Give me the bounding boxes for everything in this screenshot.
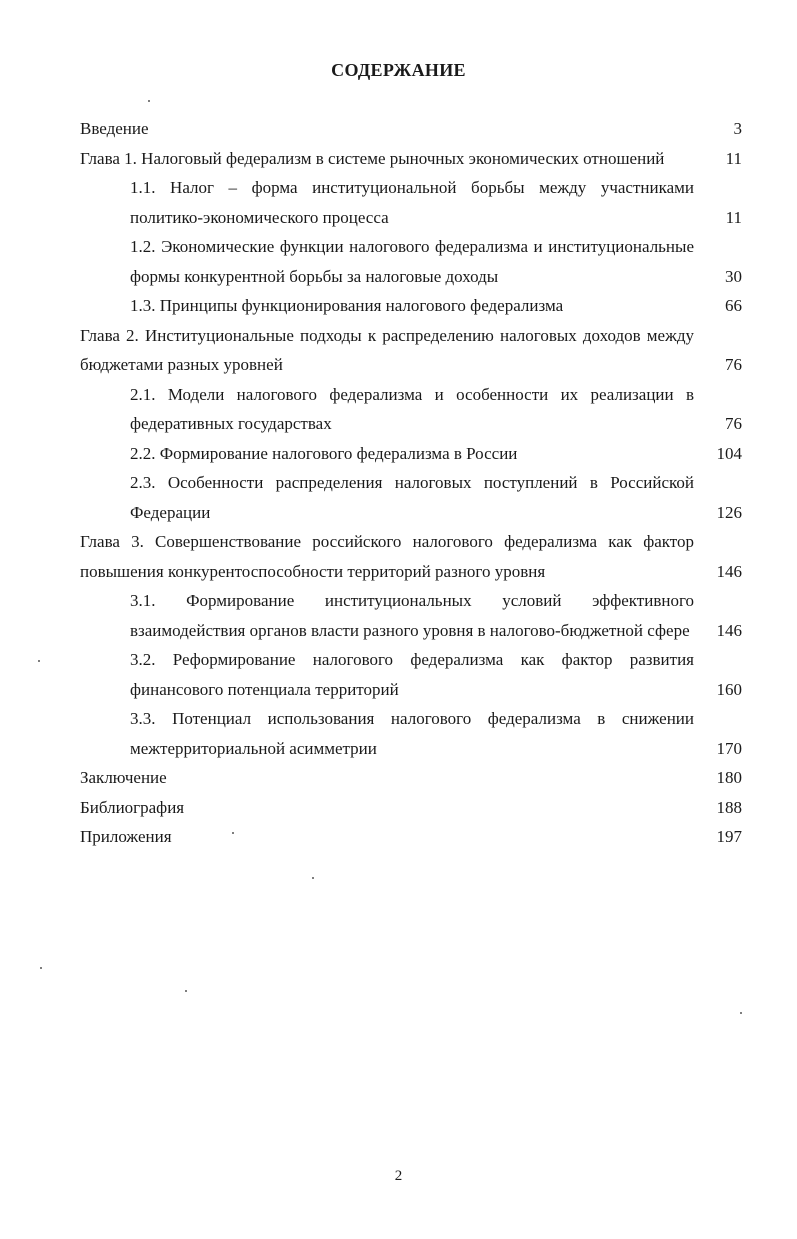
toc-entry-section-3-2 bbox=[80, 645, 742, 704]
toc-entry-page: 146 bbox=[716, 620, 742, 640]
toc-entry-appendices bbox=[80, 822, 742, 852]
toc-entry-text: 2.1. Модели налогового федерализма и особенности их реализации в федеративных государствах bbox=[130, 384, 694, 433]
toc-entry-page: 180 bbox=[716, 768, 742, 787]
scan-speck bbox=[232, 832, 234, 834]
toc-entry-section-1-1 bbox=[80, 173, 742, 232]
toc-entry-text: 3.2. Реформирование налогового федерализма как фактор развития финансового потенциала территорий bbox=[130, 650, 694, 699]
toc-entry-page: 146 bbox=[716, 561, 742, 581]
toc-entry-page: 66 bbox=[725, 296, 742, 315]
toc-entry-text: 1.3. Принципы функционирования налогового федерализма bbox=[130, 296, 564, 315]
scan-speck bbox=[185, 990, 187, 992]
toc-entry-page: 76 bbox=[725, 414, 742, 433]
toc-entry-chapter-2 bbox=[80, 321, 742, 380]
toc-entry-section-2-3 bbox=[80, 468, 742, 527]
toc-entry-introduction bbox=[80, 114, 742, 144]
toc-entry-page: 197 bbox=[716, 827, 742, 846]
toc-entry-text: Заключение bbox=[80, 768, 167, 787]
toc-entry-page: 170 bbox=[716, 738, 742, 758]
toc-entry-chapter-3 bbox=[80, 527, 742, 586]
scan-speck bbox=[40, 967, 42, 969]
toc-entry-section-3-1 bbox=[80, 586, 742, 645]
toc-entry-text: 1.1. Налог – форма институциональной борьбы между участниками политико-экономического процесса bbox=[130, 178, 694, 227]
table-of-contents bbox=[80, 114, 742, 852]
toc-entry-page: 11 bbox=[725, 207, 742, 227]
toc-entry-chapter-1 bbox=[80, 144, 742, 174]
toc-entry-text: 2.2. Формирование налогового федерализма в России bbox=[130, 443, 518, 463]
toc-entry-page: 188 bbox=[716, 797, 742, 817]
page-title: СОДЕРЖАНИЕ bbox=[331, 60, 466, 80]
toc-entry-page: 160 bbox=[716, 679, 742, 699]
scan-speck bbox=[740, 1012, 742, 1014]
toc-entry-text: Глава 2. Институциональные подходы к распределению налоговых доходов между бюджетами разных уровней bbox=[80, 325, 694, 374]
toc-entry-section-2-2 bbox=[80, 439, 742, 469]
toc-entry-page: 30 bbox=[725, 266, 742, 286]
toc-entry-text: Глава 1. Налоговый федерализм в системе рыночных экономических отношений bbox=[80, 148, 665, 168]
toc-entry-text: Библиография bbox=[80, 797, 185, 817]
toc-entry-section-2-1 bbox=[80, 380, 742, 439]
page-number: 2 bbox=[394, 1168, 403, 1184]
scan-speck bbox=[38, 660, 40, 662]
toc-entry-page: 104 bbox=[716, 443, 742, 463]
toc-entry-section-3-3 bbox=[80, 704, 742, 763]
toc-entry-section-1-2 bbox=[80, 232, 742, 291]
toc-entry-bibliography bbox=[80, 793, 742, 823]
scan-speck bbox=[312, 877, 314, 879]
toc-entry-text: 1.2. Экономические функции налогового федерализма и институциональные формы конкурентной борьбы за налоговые доходы bbox=[130, 237, 694, 286]
scan-speck bbox=[148, 100, 150, 102]
toc-entry-text: Введение bbox=[80, 119, 149, 138]
toc-entry-text: 2.3. Особенности распределения налоговых поступлений в Российской Федерации bbox=[130, 473, 694, 522]
toc-entry-text: Глава 3. Совершенствование российского налогового федерализма как фактор повышения конкурентоспособности территорий разного уровня bbox=[80, 532, 694, 581]
toc-entry-page: 11 bbox=[725, 148, 742, 168]
toc-entry-page: 76 bbox=[725, 355, 742, 374]
toc-entry-conclusion bbox=[80, 763, 742, 793]
toc-entry-text: 3.1. Формирование институциональных условий эффективного взаимодействия органов власти разного уровня в налогово-бюджетной сфере bbox=[130, 591, 694, 640]
toc-entry-page: 126 bbox=[716, 502, 742, 522]
toc-entry-text: 3.3. Потенциал использования налогового федерализма в снижении межтерриториальной асимметрии bbox=[130, 709, 694, 758]
toc-entry-page: 3 bbox=[733, 119, 742, 138]
toc-entry-section-1-3 bbox=[80, 291, 742, 321]
toc-entry-text: Приложения bbox=[80, 827, 172, 846]
